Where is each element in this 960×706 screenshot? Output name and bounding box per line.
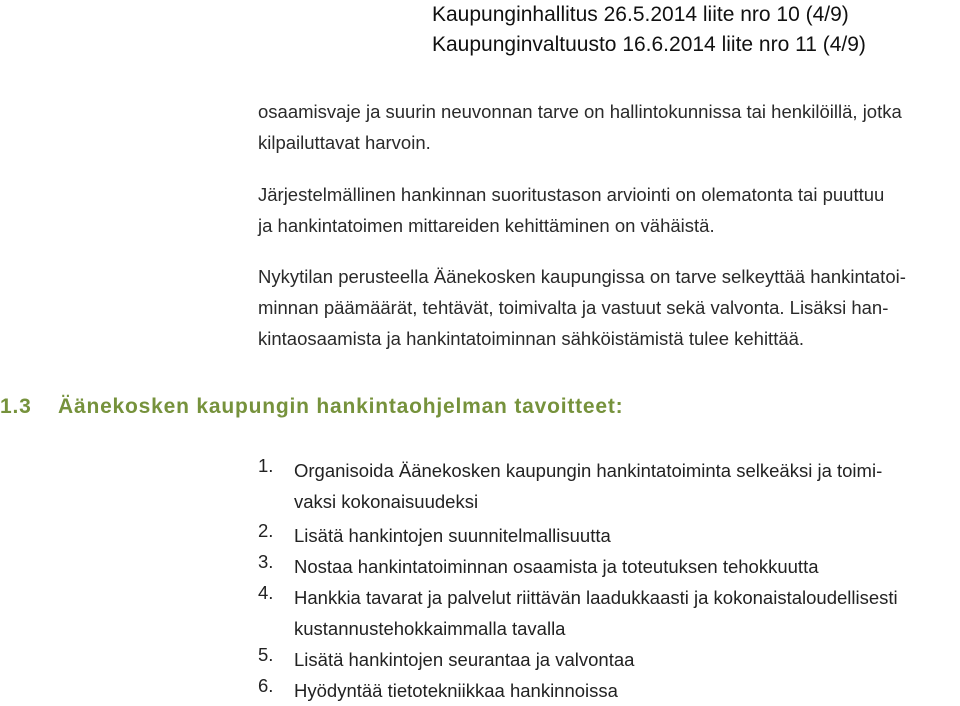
- document-header: [432, 0, 866, 60]
- list-item-text: Hankkia tavarat ja palvelut riittävän laadukkaasti ja kokonaistaloudellisesti: [294, 587, 898, 608]
- list-item-number: 1.: [258, 455, 274, 476]
- list-item-number: 6.: [258, 675, 274, 696]
- list-item-number: 4.: [258, 582, 274, 603]
- paragraph-3: [258, 261, 958, 354]
- section-heading: [0, 395, 623, 419]
- list-item: [258, 551, 898, 582]
- list-item-text: Organisoida Äänekosken kaupungin hankintatoiminta selkeäksi ja toimi-: [294, 460, 883, 481]
- list-item-text: Hyödyntää tietotekniikkaa hankinnoissa: [294, 680, 618, 701]
- paragraph-line: Järjestelmällinen hankinnan suoritustason arviointi on olematonta tai puuttuu: [258, 184, 885, 205]
- paragraph-2: [258, 179, 958, 241]
- list-item-number: 3.: [258, 551, 274, 572]
- list-item-text: kustannustehokkaimmalla tavalla: [294, 618, 566, 639]
- paragraph-1: [258, 96, 958, 158]
- paragraph-line: kintaosaamista ja hankintatoiminnan sähköistämistä tulee kehittää.: [258, 328, 805, 349]
- section-number: 1.3: [0, 395, 32, 418]
- paragraph-line: osaamisvaje ja suurin neuvonnan tarve on hallintokunnissa tai henkilöillä, jotka: [258, 101, 902, 122]
- section-title: Äänekosken kaupungin hankintaohjelman tavoitteet:: [58, 395, 624, 418]
- header-line-2: Kaupunginvaltuusto 16.6.2014 liite nro 11 (4/9): [432, 33, 866, 56]
- paragraph-line: minnan päämäärät, tehtävät, toimivalta ja vastuut sekä valvonta. Lisäksi han-: [258, 297, 889, 318]
- list-item: [258, 455, 898, 517]
- list-item-text: vaksi kokonaisuudeksi: [294, 491, 479, 512]
- list-item-text: Lisätä hankintojen seurantaa ja valvontaa: [294, 649, 635, 670]
- goals-list: [258, 455, 898, 706]
- list-item: [258, 582, 898, 644]
- list-item-text: Nostaa hankintatoiminnan osaamista ja toteutuksen tehokkuutta: [294, 556, 819, 577]
- list-item-number: 2.: [258, 520, 274, 541]
- list-item-text: Lisätä hankintojen suunnitelmallisuutta: [294, 525, 611, 546]
- header-line-1: Kaupunginhallitus 26.5.2014 liite nro 10 (4/9): [432, 3, 849, 26]
- list-item: [258, 644, 898, 675]
- list-item: [258, 675, 898, 706]
- paragraph-line: kilpailuttavat harvoin.: [258, 132, 431, 153]
- list-item: [258, 520, 898, 551]
- paragraph-line: ja hankintatoimen mittareiden kehittäminen on vähäistä.: [258, 215, 715, 236]
- list-item-number: 5.: [258, 644, 274, 665]
- paragraph-line: Nykytilan perusteella Äänekosken kaupungissa on tarve selkeyttää hankintatoi-: [258, 266, 906, 287]
